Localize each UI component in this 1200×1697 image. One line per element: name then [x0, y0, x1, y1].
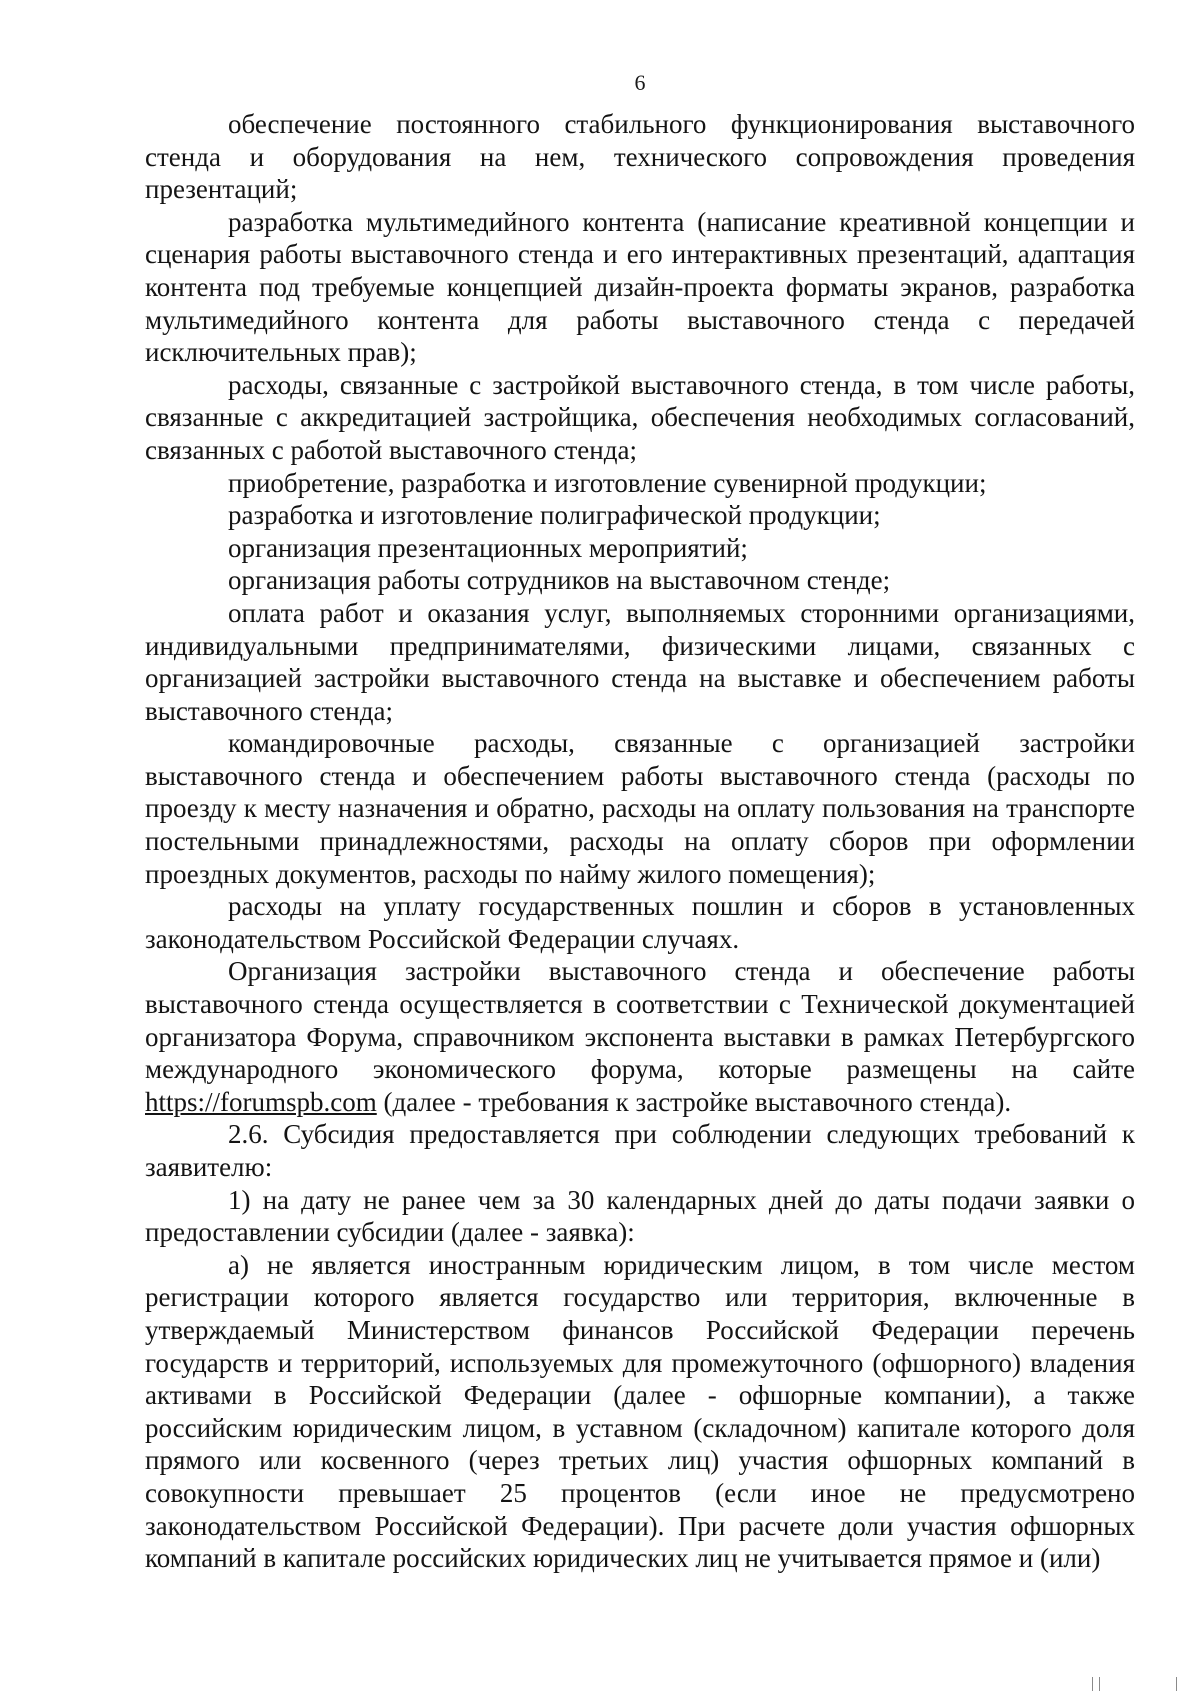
- paragraph-third-party-services: оплата работ и оказания услуг, выполняемых сторонними организациями, индивидуальными предпринимателями, физическими лицами, связанных с организацией застройки выставочного стенда на выставке и обеспечением работы выставочного стенда;: [145, 597, 1135, 726]
- paragraph-section-2-6: 2.6. Субсидия предоставляется при соблюдении следующих требований к заявителю:: [145, 1119, 1135, 1182]
- organization-text-start: Организация застройки выставочного стенда и обеспечение работы выставочного стенда осуществляется в соответствии с Технической документацией организатора Форума, справочником экспонента выставки в рамках Петербургского международного экономического форума, которые размещены на сайте: [145, 956, 1135, 1085]
- forumspb-link[interactable]: https://forumspb.com: [145, 1086, 377, 1117]
- paragraph-organization-requirements: [145, 955, 1135, 1118]
- paragraph-multimedia-content: разработка мультимедийного контента (написание креативной концепции и сценария работы выставочного стенда и его интерактивных презентаций, адаптация контента под требуемые концепцией дизайн-проекта форматы экранов, разработка мультимедийного контента для работы выставочного стенда с передачей исключительных прав);: [145, 206, 1135, 368]
- paragraph-printing: разработка и изготовление полиграфической продукции;: [228, 500, 881, 531]
- paragraph-item-a: а) не является иностранным юридическим лицом, в том числе местом регистрации которого является государство или территория, включенные в утверждаемый Министерством финансов Российской Федерации перечень государств и территорий, используемых для промежуточного (офшорного) владения активами в Российской Федерации (далее - офшорные компании), а также российским юридическим лицом, в уставном (складочном) капитале которого доля прямого или косвенного (через третьих лиц) участия офшорных компаний в совокупности превышает 25 процентов (если иное не предусмотрено законодательством Российской Федерации). При расчете доли участия офшорных компаний в капитале российских юридических лиц не учитывается прямое и (или): [145, 1249, 1135, 1574]
- paragraph-construction-expenses: расходы, связанные с застройкой выставочного стенда, в том числе работы, связанные с аккредитацией застройщика, обеспечения необходимых согласований, связанных с работой выставочного стенда;: [145, 369, 1135, 465]
- paragraph-travel-expenses: командировочные расходы, связанные с организацией застройки выставочного стенда и обеспечением работы выставочного стенда (расходы по проезду к месту назначения и обратно, расходы на оплату пользования на транспорте постельными принадлежностями, расходы на оплату сборов при оформлении проездных документов, расходы по найму жилого помещения);: [145, 728, 1135, 889]
- organization-text-end: (далее - требования к застройке выставочного стенда).: [376, 1086, 1012, 1117]
- scan-artifact-mark: [1176, 1677, 1177, 1691]
- paragraph-souvenirs: приобретение, разработка и изготовление сувенирной продукции;: [228, 467, 987, 498]
- document-body: [145, 108, 1135, 1575]
- paragraph-presentation-events: организация презентационных мероприятий;: [228, 532, 748, 563]
- paragraph-state-fees: расходы на уплату государственных пошлин и сборов в установленных законодательством Российской Федерации случаях.: [145, 891, 1135, 954]
- paragraph-staff-work: организация работы сотрудников на выставочном стенде;: [228, 565, 891, 596]
- scan-artifact-mark: [1099, 1677, 1100, 1691]
- paragraph-stand-operation: обеспечение постоянного стабильного функционирования выставочного стенда и оборудования на нем, технического сопровождения проведения презентаций;: [145, 109, 1135, 205]
- paragraph-item-1: 1) на дату не ранее чем за 30 календарных дней до даты подачи заявки о предоставлении субсидии (далее - заявка):: [145, 1184, 1135, 1248]
- page-number: 6: [634, 70, 646, 95]
- scan-artifact-mark: [1092, 1677, 1093, 1691]
